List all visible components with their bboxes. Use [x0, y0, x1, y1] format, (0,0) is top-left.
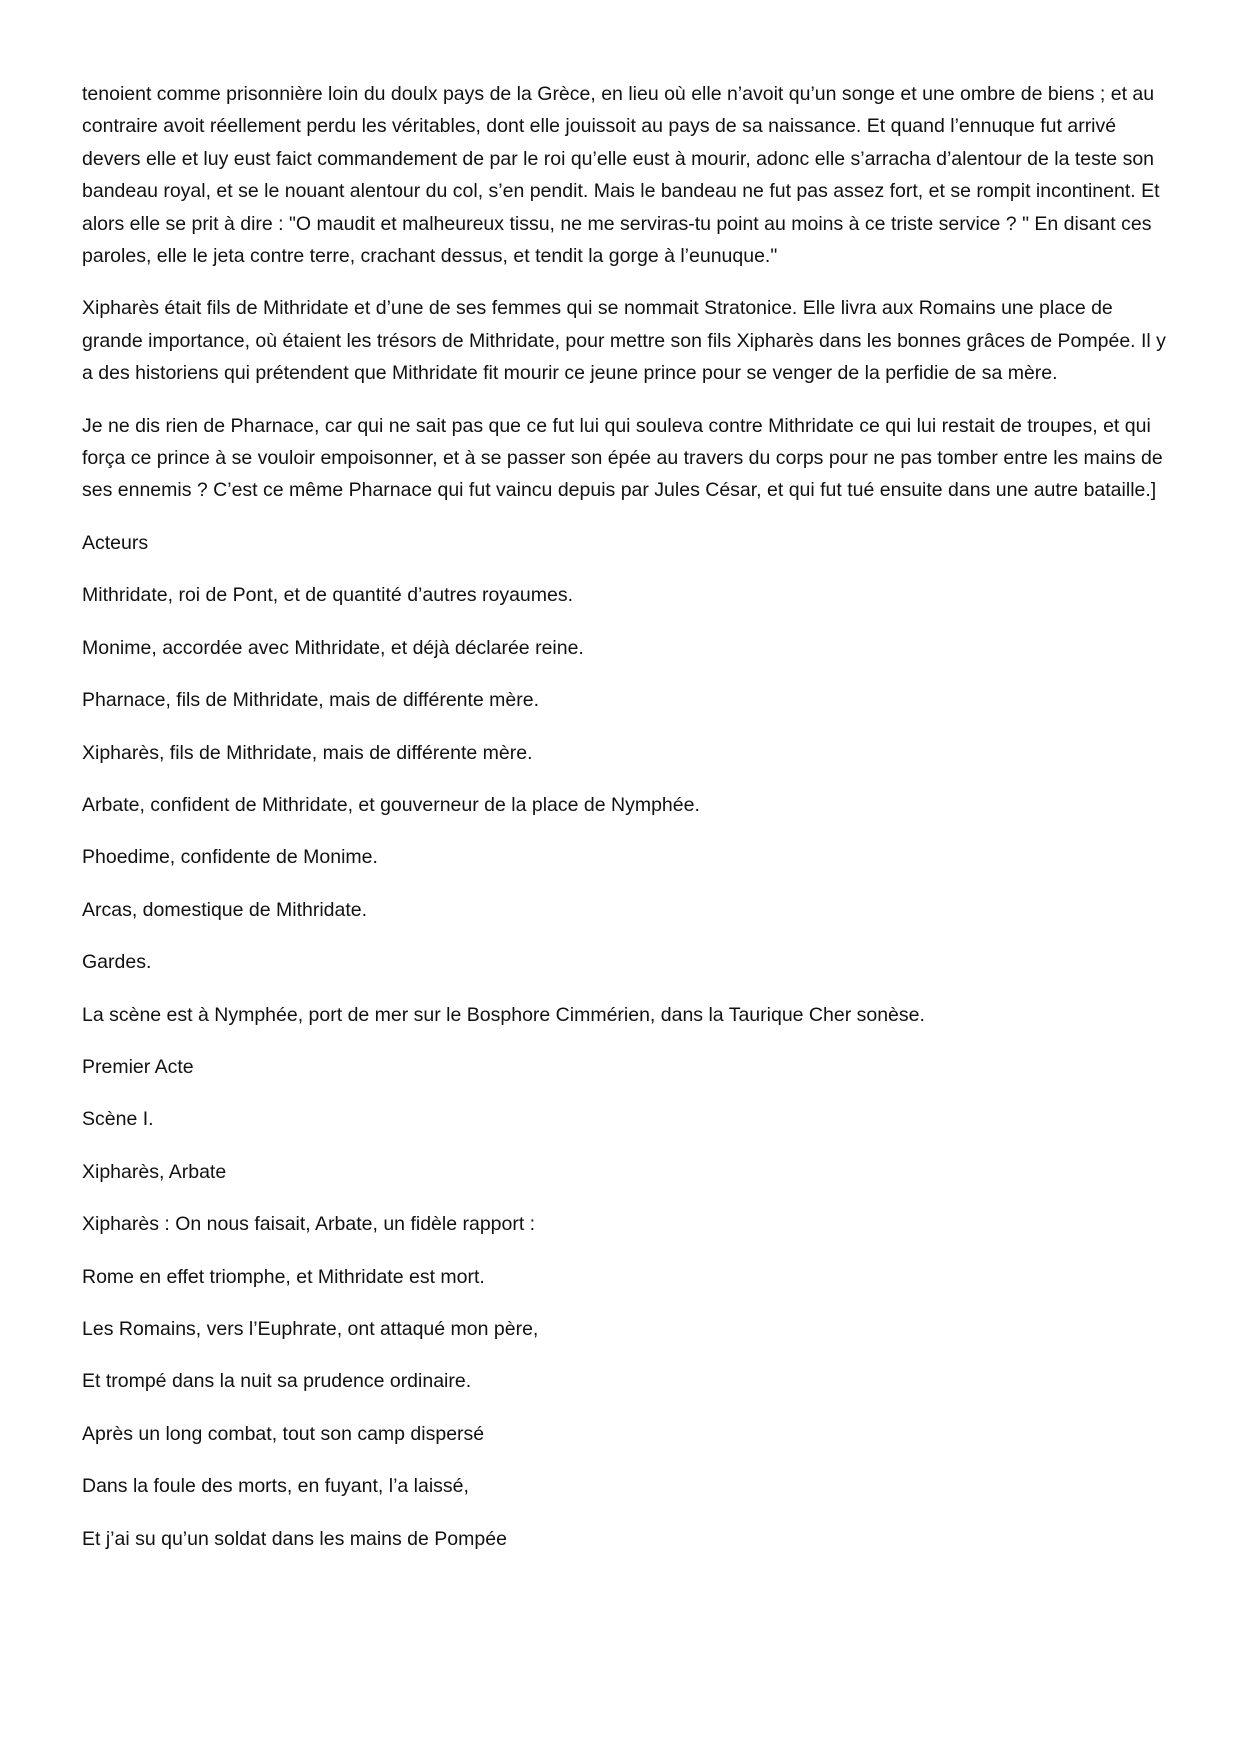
verse-line: Et j’ai su qu’un soldat dans les mains de Pompée [82, 1527, 507, 1550]
verse-line: Les Romains, vers l’Euphrate, ont attaqué mon père, [82, 1317, 539, 1340]
scene-characters: Xipharès, Arbate [82, 1160, 227, 1183]
character-monime: Monime, accordée avec Mithridate, et déjà déclarée reine. [82, 636, 584, 659]
paragraph-pharnace-note: Je ne dis rien de Pharnace, car qui ne sait pas que ce fut lui qui souleva contre Mithridate ce qui lui restait de troupes, et qui força ce prince à se vouloir empoisonner, et à se passer son épée au travers du corps pour ne pas tomber entre les mains de ses ennemis ? C’est ce même Pharnace qui fut vaincu depuis par Jules César, et qui fut tué ensuite dans une autre bataille.] [82, 414, 1163, 502]
paragraph-monime-story: tenoient comme prisonnière loin du doulx pays de la Grèce, en lieu où elle n’avoit qu’un songe et une ombre de biens ; et au contraire avoit réellement perdu les véritables, dont elle jouissoit au pays de sa naissance. Et quand l’ennuque fut arrivé devers elle et luy eust faict commandement de par le roi qu’elle eust à mourir, adonc elle s’arracha d’alentour de la teste son bandeau royal, et se le nouant alentour du col, s’en pendit. Mais le bandeau ne fut pas assez fort, et se rompit incontinent. Et alors elle se prit à dire : "O maudit et malheureux tissu, ne me serviras-tu point au moins à ce triste service ? " En disant ces paroles, elle le jeta contre terre, crachant dessus, et tendit la gorge à l’eunuque." [82, 83, 1160, 268]
heading-acteurs: Acteurs [82, 531, 149, 554]
character-gardes: Gardes. [82, 951, 152, 974]
scene-setting: La scène est à Nymphée, port de mer sur le Bosphore Cimmérien, dans la Taurique Cher sonèse. [82, 1003, 925, 1026]
character-xiphares: Xipharès, fils de Mithridate, mais de différente mère. [82, 741, 533, 764]
verse-line: Et trompé dans la nuit sa prudence ordinaire. [82, 1370, 472, 1393]
character-pharnace: Pharnace, fils de Mithridate, mais de différente mère. [82, 689, 540, 712]
document-page [82, 78, 1167, 1575]
verse-line: Après un long combat, tout son camp dispersé [82, 1422, 485, 1445]
character-mithridate: Mithridate, roi de Pont, et de quantité d’autres royaumes. [82, 584, 574, 607]
paragraph-xiphares-note: Xipharès était fils de Mithridate et d’une de ses femmes qui se nommait Stratonice. Elle livra aux Romains une place de grande importance, où étaient les trésors de Mithridate, pour mettre son fils Xipharès dans les bonnes grâces de Pompée. Il y a des historiens qui prétendent que Mithridate fit mourir ce jeune prince pour se venger de la perfidie de sa mère. [82, 297, 1166, 385]
act-heading: Premier Acte [82, 1055, 194, 1078]
verse-line: Rome en effet triomphe, et Mithridate est mort. [82, 1265, 485, 1288]
verse-line: Dans la foule des morts, en fuyant, l’a laissé, [82, 1475, 469, 1498]
verse-line: Xipharès : On nous faisait, Arbate, un fidèle rapport : [82, 1213, 536, 1236]
scene-heading: Scène I. [82, 1108, 154, 1131]
character-arbate: Arbate, confident de Mithridate, et gouverneur de la place de Nymphée. [82, 793, 700, 816]
character-phoedime: Phoedime, confidente de Monime. [82, 846, 378, 869]
character-arcas: Arcas, domestique de Mithridate. [82, 898, 368, 921]
